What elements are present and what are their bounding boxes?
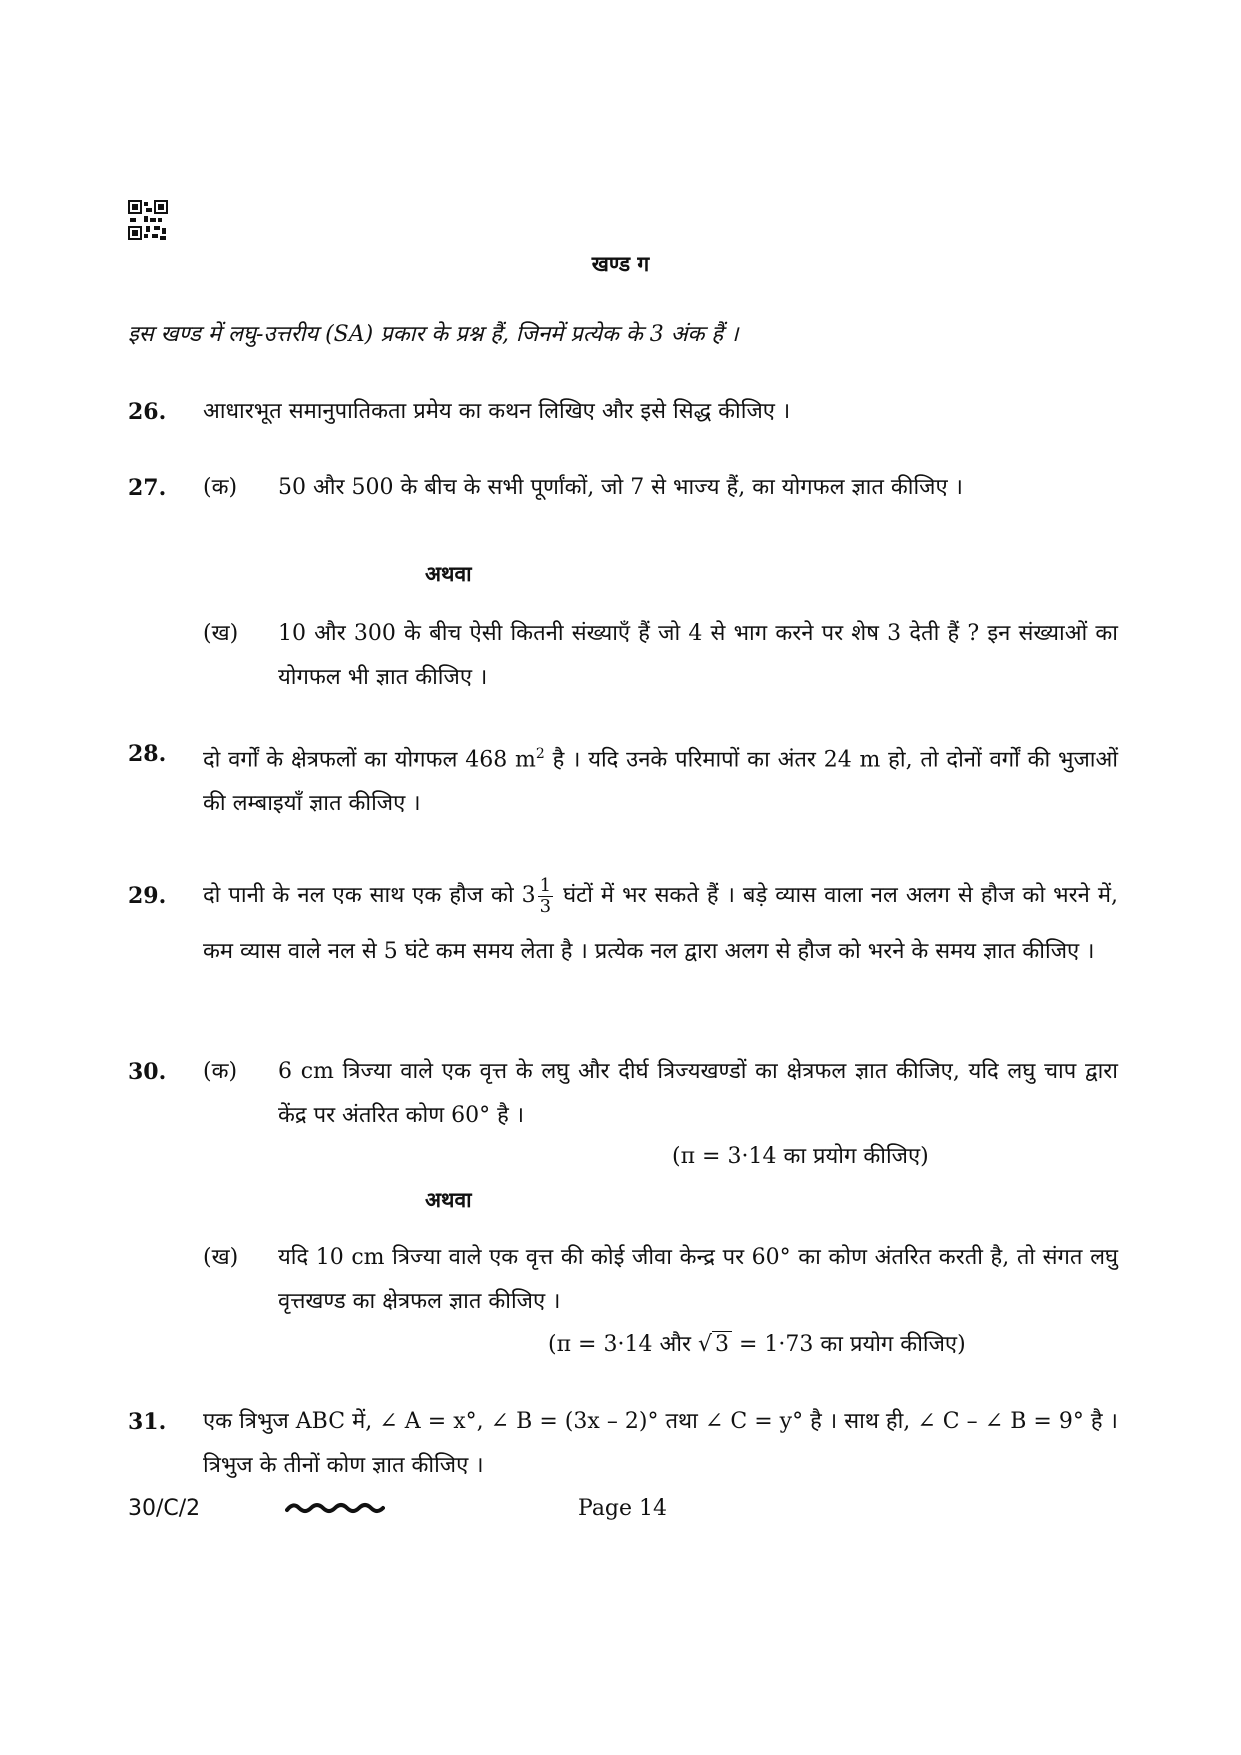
part-label: (ख) — [203, 621, 239, 646]
question-part-b — [203, 612, 1118, 700]
text-segment: (π = 3·14 और — [548, 1332, 698, 1357]
page-number: Page 14 — [578, 1496, 668, 1521]
question-part-a — [203, 466, 1118, 510]
text-segment: दो पानी के नल एक साथ एक हौज को 3 — [203, 883, 536, 908]
superscript: 2 — [535, 746, 545, 762]
part-text: 50 और 500 के बीच के सभी पूर्णांकों, जो 7 से भाज्य हैं, का योगफल ज्ञात कीजिए । — [278, 475, 963, 500]
fraction-numerator: 1 — [539, 874, 552, 896]
part-label: (क) — [203, 475, 238, 500]
question-text: एक त्रिभुज ABC में, ∠ A = x°, ∠ B = (3x – 2)° तथा ∠ C = y° है । साथ ही, ∠ C – ∠ B = 9° है । त्रिभुज के तीनों कोण ज्ञात कीजिए । — [203, 1409, 1118, 1478]
text-segment: है । यदि उनके परिमापों का अंतर 24 m हो, तो दोनों वर्गों की भुजाओं की लम्बाइयाँ ज्ञात कीजिए । — [203, 747, 1118, 817]
fraction-denominator: 3 — [539, 895, 552, 917]
text-segment: घंटों में भर सकते हैं । बड़े व्यास वाला नल अलग से हौज को भरने में, कम व्यास वाले नल से 5 घंटे कम समय लेता है । प्रत्येक नल द्वारा अलग से हौज को भरने के समय ज्ञात कीजिए । — [203, 883, 1118, 964]
text-segment: दो वर्गों के क्षेत्रफलों का योगफल 468 m — [203, 747, 536, 773]
pi-sqrt-hint — [548, 1328, 966, 1358]
sqrt-symbol: √ — [697, 1332, 712, 1357]
or-separator: अथवा — [425, 561, 472, 586]
question-number: 27. — [128, 475, 167, 501]
section-title: खण्ड ग — [591, 251, 650, 276]
question-number: 31. — [128, 1409, 167, 1435]
sqrt-radicand: 3 — [712, 1331, 732, 1357]
question-text — [203, 868, 1118, 980]
text-segment: = 1·73 का प्रयोग कीजिए) — [731, 1332, 966, 1357]
or-separator: अथवा — [425, 1187, 472, 1212]
part-label: (ख) — [203, 1245, 239, 1270]
question-number: 26. — [128, 399, 167, 425]
pi-hint: (π = 3·14 का प्रयोग कीजिए) — [672, 1144, 929, 1169]
part-text: 6 cm त्रिज्या वाले एक वृत्त के लघु और दीर्घ त्रिज्यखण्डों का क्षेत्रफल ज्ञात कीजिए, यदि लघु चाप द्वारा केंद्र पर अंतरित कोण 60° है । — [278, 1059, 1118, 1128]
question-number: 29. — [128, 883, 167, 909]
section-instructions: इस खण्ड में लघु-उत्तरीय (SA) प्रकार के प्रश्न हैं, जिनमें प्रत्येक के 3 अंक हैं । — [128, 322, 739, 347]
part-label: (क) — [203, 1059, 238, 1084]
question-number: 28. — [128, 741, 167, 767]
fraction — [538, 876, 553, 917]
part-text: 10 और 300 के बीच ऐसी कितनी संख्याएँ हैं जो 4 से भाग करने पर शेष 3 देती हैं ? इन संख्याओं का योगफल भी ज्ञात कीजिए । — [278, 621, 1118, 690]
question-text — [203, 732, 1118, 826]
part-text: यदि 10 cm त्रिज्या वाले एक वृत्त की कोई जीवा केन्द्र पर 60° का कोण अंतरित करती है, तो संगत लघु वृत्तखण्ड का क्षेत्रफल ज्ञात कीजिए । — [278, 1245, 1118, 1314]
question-number: 30. — [128, 1059, 167, 1085]
question-part-b — [203, 1236, 1118, 1324]
paper-code: 30/C/2 — [128, 1496, 201, 1521]
qr-code-icon — [128, 200, 168, 240]
wave-ornament-icon — [285, 1500, 385, 1516]
question-text: आधारभूत समानुपातिकता प्रमेय का कथन लिखिए और इसे सिद्ध कीजिए । — [203, 399, 791, 424]
question-part-a — [203, 1050, 1118, 1138]
